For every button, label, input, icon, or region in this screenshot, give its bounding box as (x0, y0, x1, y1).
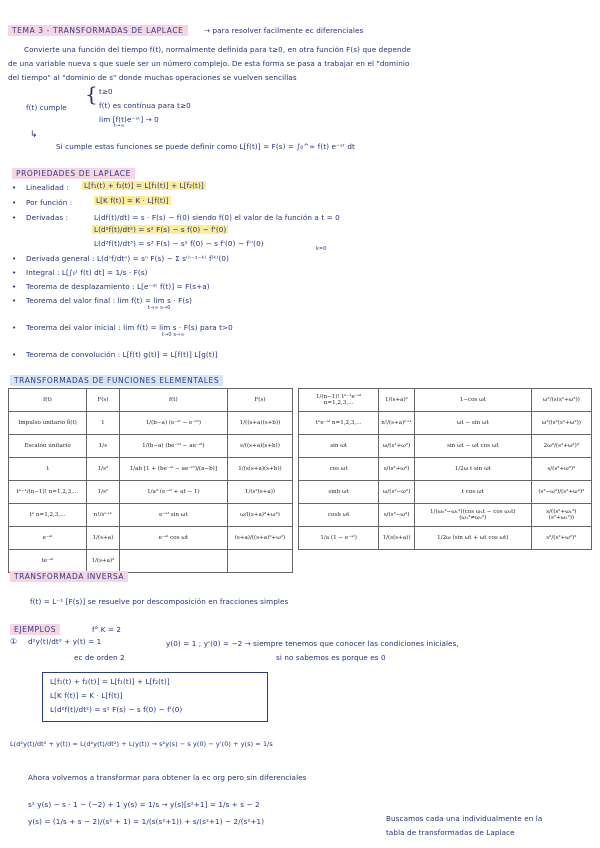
table-cell: F(s) (87, 389, 120, 412)
table-cell: sin ωt (299, 435, 379, 458)
table-cell: 1/s² (87, 458, 120, 481)
table-cell: ω²/(s(s²+ω²)) (531, 389, 591, 412)
funcion-label: Por función : (26, 198, 73, 207)
table-right (298, 388, 592, 550)
example-initial-2: si no sabemos es porque es 0 (276, 653, 386, 662)
table-row (9, 412, 293, 435)
table-cell: e⁻ᵃᵗ sin ωt (119, 504, 227, 527)
apply-text: Ahora volvemos a transformar para obtener la ec org pero sin diferenciales (28, 773, 307, 782)
table-cell: 1/sⁿ (87, 481, 120, 504)
table-cell: cosh ωt (299, 504, 379, 527)
box-line-1: L[f₁(t) + f₂(t)] = L[f₁(t)] + L[f₂(t)] (50, 677, 170, 686)
table-row (299, 527, 592, 550)
derivada-general-sub: k=0 (316, 246, 327, 252)
table-cell: 1/(b−a) (e⁻ᵃᵗ − e⁻ᵇᵗ) (119, 412, 227, 435)
example-order: ec de orden 2 (74, 653, 125, 662)
step-3: y(s) = (1/s + s − 2)/(s² + 1) = 1/(s(s²+1)) + s/(s²+1) − 2/(s²+1) (28, 817, 265, 826)
table-cell: f(t) (119, 389, 227, 412)
valor-inicial: Teorema del valor inicial : lim f(t) = lim s · F(s) para t>0 (26, 323, 233, 332)
condition-3-sub: t→∞ (114, 123, 125, 129)
table-cell: s/((s²+ω₁²)(s²+ω₂²)) (531, 504, 591, 527)
table-cell (119, 550, 227, 573)
table-cell: te⁻ᵃᵗ (9, 550, 87, 573)
box-line-3: L(d²f(t)/dt²) = s² F(s) − s f(0) − f'(0) (50, 705, 183, 714)
table-row (9, 504, 293, 527)
box-line-2: L[K f(t)] = K · L[f(t)] (50, 691, 123, 700)
table-cell: ω³/(s²(s²+ω²)) (531, 412, 591, 435)
bullet-linealidad: • (12, 183, 17, 192)
table-row (299, 435, 592, 458)
table-cell: tⁿ n=1,2,3,... (9, 504, 87, 527)
table-cell: e⁻ᵃᵗ (9, 527, 87, 550)
step-3-note-1: Buscamos cada una individualmente en la (386, 814, 543, 823)
table-cell: 1/(b−a) (be⁻ᵇᵗ − ae⁻ᵃᵗ) (119, 435, 227, 458)
table-left-header-row (9, 389, 293, 412)
linealidad-label: Linealidad : (26, 183, 69, 192)
table-cell (227, 550, 292, 573)
derivadas-label: Derivadas : (26, 213, 69, 222)
table-row (299, 412, 592, 435)
derivada-1: L(df(t)/dt) = s · F(s) − f(0) siendo f(0) el valor de la función a t = 0 (94, 213, 340, 222)
conditions-label: f(t) cumple (26, 103, 67, 112)
table-cell: t cos ωt (414, 481, 531, 504)
table-cell: 1/(s+a) (87, 527, 120, 550)
derivada-general: Derivada general : L(dⁿf/dtⁿ) = sⁿ F(s) − Σ s⁽ⁿ⁻¹⁻ᵏ⁾ f⁽ᵏ⁾(0) (26, 254, 230, 263)
table-cell: 1/((s+a)(s+b)) (227, 412, 292, 435)
derivada-2: L(d²f(t)/dt²) = s² F(s) − s f(0) − f'(0) (94, 225, 227, 234)
table-cell: 1/(ω₂²−ω₁²)(cos ω₁t − cos ω₂t) (ω₁²≠ω₂²) (414, 504, 531, 527)
topic-header: TEMA 3 - TRANSFORMADAS DE LAPLACE (8, 25, 188, 36)
desplazamiento: Teorema de desplazamiento : L[e⁻ᵃᵗ f(t)] = F(s+a) (26, 282, 210, 291)
table-cell: 1/a² (e⁻ᵃᵗ + at − 1) (119, 481, 227, 504)
table-cell: (s+a)/((s+a)²+ω²) (227, 527, 292, 550)
example-cond: f° K = 2 (92, 625, 122, 634)
table-cell: 1/a (1 − e⁻ᵃᵗ) (299, 527, 379, 550)
table-cell: 2ω³/(s²+ω²)² (531, 435, 591, 458)
laplace-definition: Si cumple estas funciones se puede definir como L[f(t)] = F(s) = ∫₀^∞ f(t) e⁻ˢᵗ dt (56, 142, 355, 151)
example-number: ① (10, 637, 18, 646)
table-cell: 1/ab [1 + (be⁻ᵃᵗ − ae⁻ᵇᵗ)/(a−b)] (119, 458, 227, 481)
examples-header: EJEMPLOS (10, 624, 60, 635)
table-cell: s/(s²+ω²)² (531, 458, 591, 481)
table-cell: 1 (87, 412, 120, 435)
table-cell: (s²−ω²)/(s²+ω²)² (531, 481, 591, 504)
bullet-valor-final: • (12, 296, 17, 305)
table-cell: ωt − sin ωt (414, 412, 531, 435)
table-row (9, 527, 293, 550)
table-row (9, 435, 293, 458)
table-cell: s/(s²+ω²) (379, 458, 415, 481)
table-cell: s²/(s²+ω²)² (531, 527, 591, 550)
table-cell: 1/(s+a)ⁿ (379, 389, 415, 412)
funcion-formula: L[K f(t)] = K · L[f(t)] (96, 196, 169, 205)
table-cell: 1/s (87, 435, 120, 458)
integral: Integral : L[∫₀ᵗ f(t) dt] = 1/s · F(s) (26, 268, 148, 277)
inverse-header: TRANSFORMADA INVERSA (10, 571, 128, 582)
condition-3: lim [f(t)e⁻ˢᵗ] → 0 (99, 115, 159, 124)
table-cell: Escalón unitario (9, 435, 87, 458)
table-cell: cos ωt (299, 458, 379, 481)
convolucion: Teorema de convolución : L[f(t) g(t)] = L[f(t)] L[g(t)] (26, 350, 218, 359)
table-cell: ω/(s²−ω²) (379, 481, 415, 504)
table-row (9, 481, 293, 504)
table-cell: n!/(s+a)ⁿ⁺¹ (379, 412, 415, 435)
table-cell: F(s) (227, 389, 292, 412)
bullet-convolucion: • (12, 350, 17, 359)
conditions-brace: { (85, 82, 98, 106)
table-cell: ω/(s²+ω²) (379, 435, 415, 458)
table-cell: ω/((s+a)²+ω²) (227, 504, 292, 527)
example-equation: d²y(t)/dt² + y(t) = 1 (28, 637, 102, 646)
bullet-derivadas: • (12, 213, 17, 222)
table-cell: 1/2ω (sin ωt + ωt cos ωt) (414, 527, 531, 550)
table-cell: 1/(n−1)! tⁿ⁻¹e⁻ᵃᵗ n=1,2,3,... (299, 389, 379, 412)
table-row (9, 458, 293, 481)
condition-2: f(t) es contínua para t≥0 (99, 101, 191, 110)
example-initial: y(0) = 1 ; y'(0) = −2 → siempre tenemos que conocer las condiciones iniciales, (166, 639, 459, 648)
table-cell: f(t) (9, 389, 87, 412)
table-row (299, 504, 592, 527)
table-cell: 1−cos ωt (414, 389, 531, 412)
table-cell: t (9, 458, 87, 481)
table-row (299, 458, 592, 481)
table-cell: tⁿ⁻¹/(n−1)! n=1,2,3,... (9, 481, 87, 504)
bullet-valor-inicial: • (12, 323, 17, 332)
table-left (8, 388, 293, 573)
intro-line-3: del tiempo" al "dominio de s" donde muchas operaciones se vuelven sencillas (8, 73, 297, 82)
table-cell: n!/sⁿ⁺¹ (87, 504, 120, 527)
valor-final-sub: t→∞ s→0 (148, 305, 171, 311)
table-cell: Impulso unitario δ(t) (9, 412, 87, 435)
condition-1: t≥0 (99, 87, 113, 96)
inverse-text: f(t) = L⁻¹ [F(s)] se resuelve por descomposición en fracciones simples (30, 597, 289, 606)
table-cell: 1/(s(s+a)(s+b)) (227, 458, 292, 481)
table-header: TRANSFORMADAS DE FUNCIONES ELEMENTALES (10, 375, 223, 386)
table-cell: 1/2ω t sin ωt (414, 458, 531, 481)
step-1: L(d²y(t)/dt² + y(t)) = L(d²y(t)/dt²) + L(y(t)) → s²y(s) − s y(0) − y'(0) + y(s) = 1/s (10, 740, 273, 748)
linealidad-formula: L[f₁(t) + f₂(t)] = L[f₁(t)] + L[f₂(t)] (84, 181, 204, 190)
bullet-funcion: • (12, 198, 17, 207)
table-cell: 1/(s(s+a)) (379, 527, 415, 550)
valor-final: Teorema del valor final : lim f(t) = lim s · F(s) (26, 296, 193, 305)
valor-inicial-sub: t→0 s→∞ (162, 332, 185, 338)
table-cell: s/(s²−ω²) (379, 504, 415, 527)
arrow-icon: ↳ (30, 130, 38, 140)
bullet-desplazamiento: • (12, 282, 17, 291)
topic-subtitle: → para resolver facilmente ec diferenciales (204, 26, 364, 35)
bullet-integral: • (12, 268, 17, 277)
derivada-3: L(d³f(t)/dt³) = s³ F(s) − s² f(0) − s f'(0) − f''(0) (94, 239, 264, 248)
table-cell: e⁻ᵃᵗ cos ωt (119, 527, 227, 550)
table-cell: s/((s+a)(s+b)) (227, 435, 292, 458)
intro-line-1: Convierte una función del tiempo f(t), normalmente definida para t≥0, en otra función F(s) que depende (24, 45, 411, 54)
table-cell: sinh ωt (299, 481, 379, 504)
table-cell: 1/(s²(s+a)) (227, 481, 292, 504)
table-cell: sin ωt − ωt cos ωt (414, 435, 531, 458)
table-row (9, 550, 293, 573)
step-2: s² y(s) − s · 1 − (−2) + 1 y(s) = 1/s → y(s)[s²+1] = 1/s + s − 2 (28, 800, 260, 809)
step-3-note-2: tabla de transformadas de Laplace (386, 828, 515, 837)
table-row (299, 481, 592, 504)
intro-line-2: de una variable nueva s que suele ser un número complejo. De esta forma se pasa a trabajar en el "dominio (8, 59, 410, 68)
table-row (299, 389, 592, 412)
properties-header: PROPIEDADES DE LAPLACE (12, 168, 135, 179)
bullet-derivada-general: • (12, 254, 17, 263)
table-cell: 1/(s+a)² (87, 550, 120, 573)
table-cell: tⁿe⁻ᵃᵗ n=1,2,3,... (299, 412, 379, 435)
